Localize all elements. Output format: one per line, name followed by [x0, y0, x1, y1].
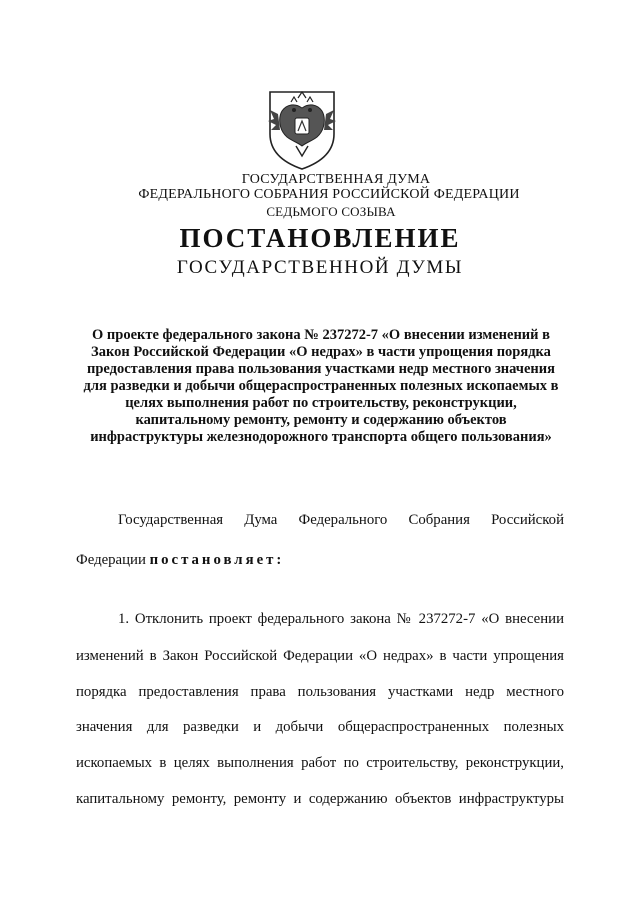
subject-line: капитальному ремонту, ремонту и содержанию объектов: [135, 412, 507, 428]
subject-line: инфраструктуры железнодорожного транспорта общего пользования»: [90, 429, 552, 445]
subject-line: Закон Российской Федерации «О недрах» в части упрощения порядка: [91, 344, 551, 360]
paragraph-line: капитальному ремонту, ремонту и содержанию объектов инфраструктуры: [76, 791, 564, 807]
header-federal-assembly: ФЕДЕРАЛЬНОГО СОБРАНИЯ РОССИЙСКОЙ ФЕДЕРАЦИИ: [138, 187, 520, 202]
paragraph-line: 1. Отклонить проект федерального закона № 237272-7 «О внесении: [118, 611, 564, 627]
paragraph-line: порядка предоставления права пользования участками недр местного: [76, 684, 564, 700]
document-subtitle: ГОСУДАРСТВЕННОЙ ДУМЫ: [176, 257, 464, 278]
header-duma: ГОСУДАРСТВЕННАЯ ДУМА: [241, 172, 431, 187]
subject-line: целях выполнения работ по строительству, реконструкции,: [125, 395, 517, 411]
decision-word: постановляет:: [149, 552, 285, 568]
subject-line: для разведки и добычи общераспространенных полезных ископаемых в: [83, 378, 559, 394]
subject-line: О проекте федерального закона № 237272-7 «О внесении изменений в: [92, 327, 550, 343]
header-convocation: СЕДЬМОГО СОЗЫВА: [266, 204, 396, 219]
preamble-prefix: Федерации: [76, 552, 146, 568]
russian-coat-of-arms-icon: [264, 88, 340, 172]
preamble-line: Государственная Дума Федерального Собрания Российской: [118, 512, 564, 528]
paragraph-line: изменений в Закон Российской Федерации «О недрах» в части упрощения: [76, 648, 564, 664]
paragraph-line: ископаемых в целях выполнения работ по строительству, реконструкции,: [76, 755, 564, 771]
paragraph-line: значения для разведки и добычи общераспространенных полезных: [76, 719, 564, 735]
preamble-decision: [76, 552, 284, 569]
subject-line: предоставления права пользования участками недр местного значения: [87, 361, 555, 377]
document-subject: [66, 327, 576, 446]
document-title: ПОСТАНОВЛЕНИЕ: [179, 223, 461, 253]
